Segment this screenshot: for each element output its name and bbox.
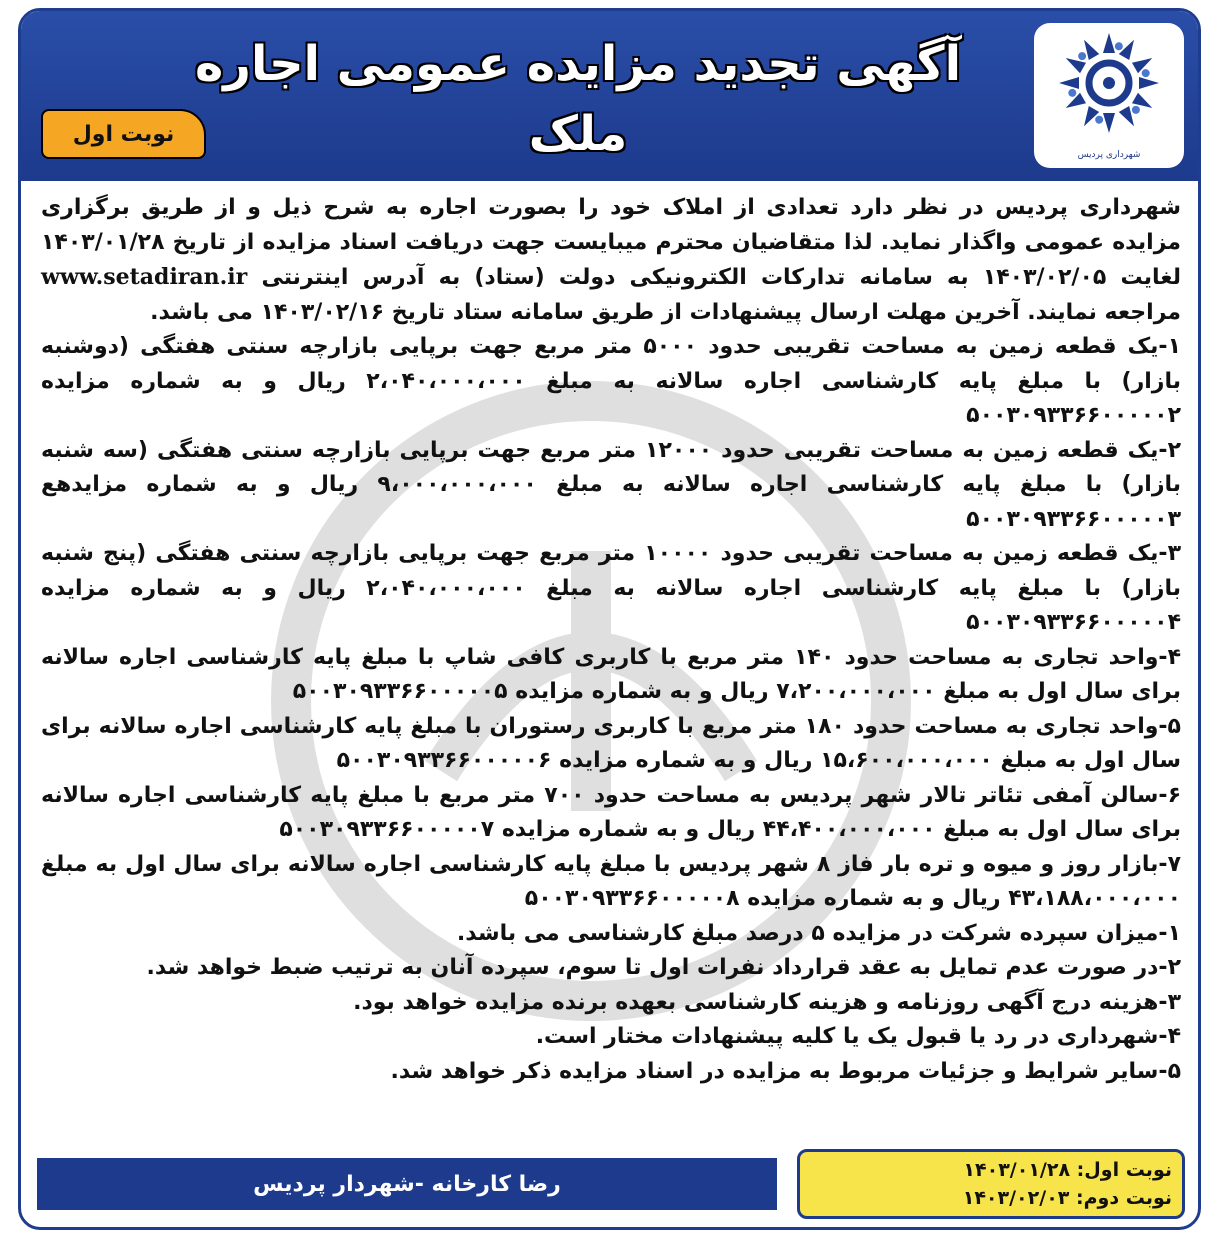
list-item: ۳-یک قطعه زمین به مساحت تقریبی حدود ۱۰۰۰۰ متر مربع جهت برپایی بازارچه سنتی هفتگی (پنج شنبه بازار) با مبلغ پایه کارشناسی اجاره سالانه به مبلغ ۲،۰۴۰،۰۰۰،۰۰۰ ریال و به شماره مزایده ۵۰۰۳۰۹۳۳۶۶۰۰۰۰۰۴: [41, 541, 1181, 635]
municipality-logo: [1034, 23, 1184, 168]
logo-caption: شهرداری پردیس: [1077, 150, 1141, 160]
logo-emblem-icon: [1049, 29, 1169, 141]
condition-item: ۱-میزان سپرده شرکت در مزایده ۵ درصد مبلغ کارشناسی می باشد.: [456, 920, 1181, 946]
website-link[interactable]: www.setadiran.ir: [41, 264, 248, 290]
condition-item: ۳-هزینه درج آگهی روزنامه و هزینه کارشناسی بعهده برنده مزایده خواهد بود.: [353, 989, 1181, 1015]
second-round-date: نوبت دوم: ۱۴۰۳/۰۲/۰۳: [962, 1187, 1172, 1209]
signature-text: رضا کارخانه -شهردار پردیس: [253, 1171, 561, 1197]
list-item: ۴-واحد تجاری به مساحت حدود ۱۴۰ متر مربع با کاربری کافی شاپ با مبلغ پایه کارشناسی اجاره سالانه برای سال اول به مبلغ ۷،۲۰۰،۰۰۰،۰۰۰ ریال و به شماره مزایده ۵۰۰۳۰۹۳۳۶۶۰۰۰۰۰۵: [41, 644, 1181, 704]
list-item: ۶-سالن آمفی تئاتر تالار شهر پردیس به مساحت حدود ۷۰۰ متر مربع با مبلغ پایه کارشناسی اجاره سالانه برای سال اول به مبلغ ۴۴،۴۰۰،۰۰۰،۰۰۰ ریال و به شماره مزایده ۵۰۰۳۰۹۳۳۶۶۰۰۰۰۰۷: [41, 782, 1181, 842]
header-bar: [21, 11, 1198, 181]
list-item: ۲-یک قطعه زمین به مساحت تقریبی حدود ۱۲۰۰۰ متر مربع جهت برپایی بازارچه سنتی هفتگی (سه شنبه بازار) با مبلغ پایه کارشناسی اجاره سالانه به مبلغ ۹،۰۰۰،۰۰۰،۰۰۰ ریال و به شماره مزایدهع ۵۰۰۳۰۹۳۳۶۶۰۰۰۰۰۳: [41, 437, 1182, 532]
list-item: ۵-واحد تجاری به مساحت حدود ۱۸۰ متر مربع با کاربری رستوران با مبلغ پایه کارشناسی اجاره سالانه برای سال اول به مبلغ ۱۵،۶۰۰،۰۰۰،۰۰۰ ریال و به شماره مزایده ۵۰۰۳۰۹۳۳۶۶۰۰۰۰۰۶: [41, 713, 1181, 773]
announcement-body: [41, 191, 1181, 1116]
intro-part-1: شهرداری پردیس در نظر دارد تعدادی از املاک خود را بصورت اجاره به شرح ذیل و از طریق برگزاری مزایده عمومی واگذار نماید. لذا متقاضیان محترم میبایست جهت دریافت اسناد مزایده از تاریخ ۱۴۰۳/۰۱/۲۸ لغایت ۱۴۰۳/۰۲/۰۵ به سامانه تدارکات الکترونیکی دولت (ستاد) به آدرس اینترنتی: [41, 195, 1181, 290]
condition-item: ۲-در صورت عدم تمایل به عقد قرارداد نفرات اول تا سوم، سپرده آنان به ترتیب ضبط خواهد شد.: [146, 955, 1181, 980]
list-item: ۱-یک قطعه زمین به مساحت تقریبی حدود ۵۰۰۰ متر مربع جهت برپایی بازارچه سنتی هفتگی (دوشنبه بازار) با مبلغ پایه کارشناسی اجاره سالانه به مبلغ ۲،۰۴۰،۰۰۰،۰۰۰ ریال و به شماره مزایده ۵۰۰۳۰۹۳۳۶۶۰۰۰۰۰۲: [41, 334, 1181, 428]
list-item: ۷-بازار روز و میوه و تره بار فاز ۸ شهر پردیس با مبلغ پایه کارشناسی اجاره سالانه برای سال اول به مبلغ ۴۳،۱۸۸،۰۰۰،۰۰۰ ریال و به شماره مزایده ۵۰۰۳۰۹۳۳۶۶۰۰۰۰۰۸: [41, 851, 1182, 911]
advertisement-frame: [18, 8, 1201, 1230]
condition-item: ۴-شهرداری در رد یا قبول یک یا کلیه پیشنهادات مختار است.: [535, 1024, 1181, 1049]
first-round-date: نوبت اول: ۱۴۰۳/۰۱/۲۸: [963, 1159, 1172, 1181]
intro-paragraph: [41, 191, 1181, 330]
signature-bar: [37, 1158, 777, 1210]
publication-dates: [797, 1149, 1185, 1219]
round-badge: نوبت اول: [41, 109, 206, 159]
intro-part-2: مراجعه نمایند. آخرین مهلت ارسال پیشنهادات از طریق سامانه ستاد تاریخ ۱۴۰۳/۰۲/۱۶ می باشد.: [150, 299, 1181, 325]
condition-item: ۵-سایر شرایط و جزئیات مربوط به مزایده در اسناد مزایده ذکر خواهد شد.: [390, 1058, 1181, 1084]
page-title: آگهی تجدید مزایده عمومی اجاره ملک: [194, 36, 962, 162]
